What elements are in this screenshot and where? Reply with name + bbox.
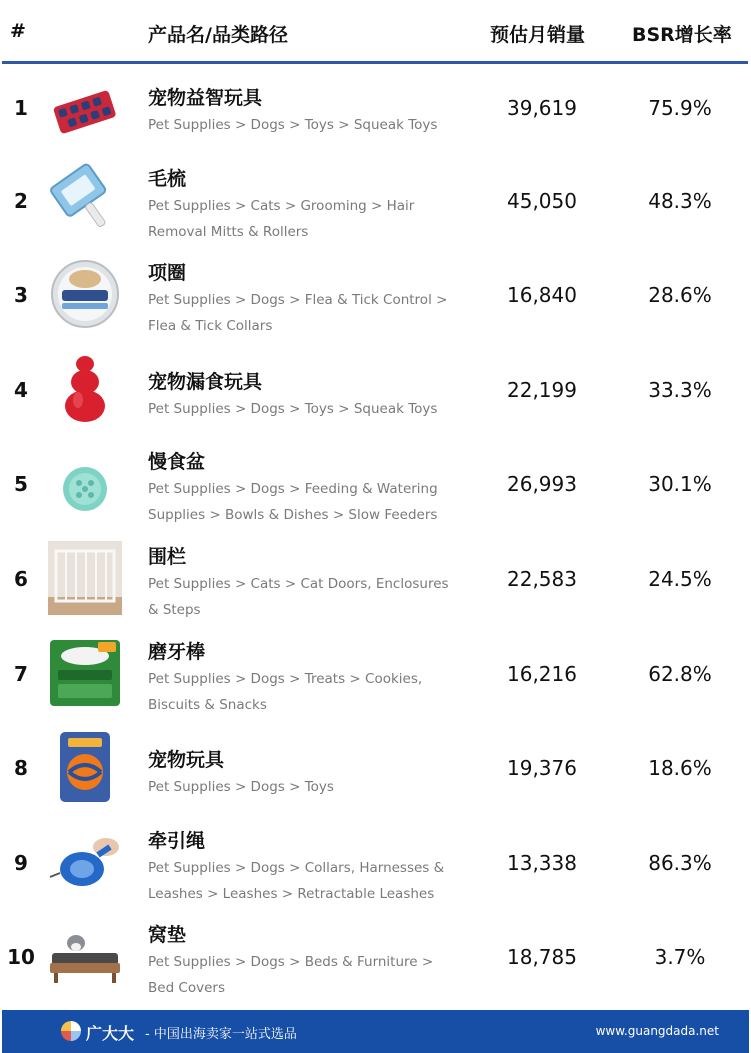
monthly-sales: 39,619 [507, 96, 577, 120]
monthly-sales: 26,993 [507, 472, 577, 497]
product-info [148, 640, 458, 718]
bsr-growth: 18.6% [648, 756, 712, 781]
monthly-sales: 16,840 [507, 283, 577, 308]
footer-bar [2, 1010, 749, 1053]
monthly-sales: 16,216 [507, 661, 577, 686]
monthly-sales: 19,376 [507, 756, 577, 781]
rank-number: 8 [14, 756, 28, 781]
gate-icon [48, 541, 122, 615]
category-path: Pet Supplies > Dogs > Toys > Squeak Toys [148, 400, 438, 417]
rank-number: 4 [14, 377, 28, 402]
product-name: 围栏 [148, 545, 187, 568]
product-info [148, 167, 458, 245]
lint-roller-icon [48, 163, 122, 237]
treat-toy-icon [48, 352, 122, 426]
rank-number: 10 [7, 945, 35, 970]
product-info [148, 261, 458, 339]
bsr-growth: 30.1% [648, 472, 712, 497]
monthly-sales: 22,199 [507, 377, 577, 402]
product-name: 毛梳 [148, 167, 187, 190]
product-name: 宠物玩具 [148, 749, 225, 772]
rank-number: 3 [14, 283, 28, 308]
product-name: 磨牙棒 [148, 640, 206, 663]
rank-number: 1 [14, 96, 28, 120]
product-name: 宠物益智玩具 [148, 87, 263, 109]
rank-number: 7 [14, 661, 28, 686]
category-path: Pet Supplies > Dogs > Treats > Cookies, Biscuits & Snacks [148, 670, 423, 713]
category-path: Pet Supplies > Dogs > Toys > Squeak Toys [148, 117, 438, 133]
brand-logo-icon [60, 1020, 82, 1042]
product-info [148, 370, 458, 422]
category-path: Pet Supplies > Cats > Grooming > Hair Removal Mitts & Rollers [148, 197, 415, 240]
header-rank: # [10, 20, 26, 42]
ball-toy-icon [48, 730, 122, 804]
bsr-growth: 48.3% [648, 188, 712, 213]
product-info [148, 923, 458, 1001]
product-name: 项圈 [148, 262, 187, 285]
brand-name: 广大大 [86, 1024, 135, 1043]
bsr-growth: 86.3% [648, 850, 712, 875]
table-row [0, 726, 751, 821]
product-info [148, 86, 458, 138]
category-path: Pet Supplies > Cats > Cat Doors, Enclosures & Steps [148, 575, 449, 618]
table-row [0, 159, 751, 254]
category-path: Pet Supplies > Dogs > Flea & Tick Control > Flea & Tick Collars [148, 292, 448, 335]
rank-number: 5 [14, 472, 28, 497]
product-info [148, 829, 458, 907]
header-bsr-growth: BSR增长率 [632, 24, 732, 46]
bsr-growth: 75.9% [648, 96, 712, 120]
product-info [148, 450, 458, 528]
dental-treat-pack-icon [48, 636, 122, 710]
product-name: 牵引绳 [148, 829, 206, 852]
table-row [0, 537, 751, 632]
bsr-growth: 24.5% [648, 566, 712, 591]
bsr-growth: 33.3% [648, 377, 712, 402]
product-info [148, 748, 458, 800]
table-row [0, 442, 751, 537]
collar-tin-icon [48, 257, 122, 331]
brand-slogan: - 中国出海卖家一站式选品 [145, 1027, 297, 1042]
header-name-path: 产品名/品类路径 [148, 24, 288, 46]
table-header [0, 0, 751, 62]
monthly-sales: 22,583 [507, 566, 577, 591]
table-row [0, 348, 751, 443]
monthly-sales: 45,050 [507, 188, 577, 213]
product-table [0, 64, 751, 1010]
product-name: 慢食盆 [148, 451, 206, 474]
product-name: 宠物漏食玩具 [148, 370, 263, 393]
table-row [0, 632, 751, 727]
category-path: Pet Supplies > Dogs > Toys [148, 779, 334, 796]
rank-number: 6 [14, 566, 28, 591]
bsr-growth: 62.8% [648, 661, 712, 686]
header-sales: 预估月销量 [490, 24, 586, 46]
slow-feeder-icon [48, 452, 122, 526]
retractable-leash-icon [48, 825, 122, 899]
category-path: Pet Supplies > Dogs > Collars, Harnesses & Leashes > Leashes > Retractable Leashes [148, 859, 445, 902]
website-link[interactable]: www.guangdada.net [595, 1024, 719, 1038]
product-name: 窝垫 [148, 924, 187, 947]
product-info [148, 545, 458, 623]
category-path: Pet Supplies > Dogs > Feeding & Watering Supplies > Bowls & Dishes > Slow Feeders [148, 481, 438, 524]
table-row [0, 64, 751, 159]
puzzle-toy-icon [48, 76, 122, 150]
bsr-growth: 3.7% [654, 945, 706, 970]
rank-number: 9 [14, 850, 28, 875]
table-row [0, 915, 751, 1010]
monthly-sales: 13,338 [507, 850, 577, 875]
category-path: Pet Supplies > Dogs > Beds & Furniture > Bed Covers [148, 954, 434, 997]
table-row [0, 253, 751, 348]
monthly-sales: 18,785 [507, 945, 577, 970]
table-row [0, 821, 751, 916]
rank-number: 2 [14, 188, 28, 213]
pet-bed-icon [48, 919, 122, 993]
bsr-growth: 28.6% [648, 283, 712, 308]
